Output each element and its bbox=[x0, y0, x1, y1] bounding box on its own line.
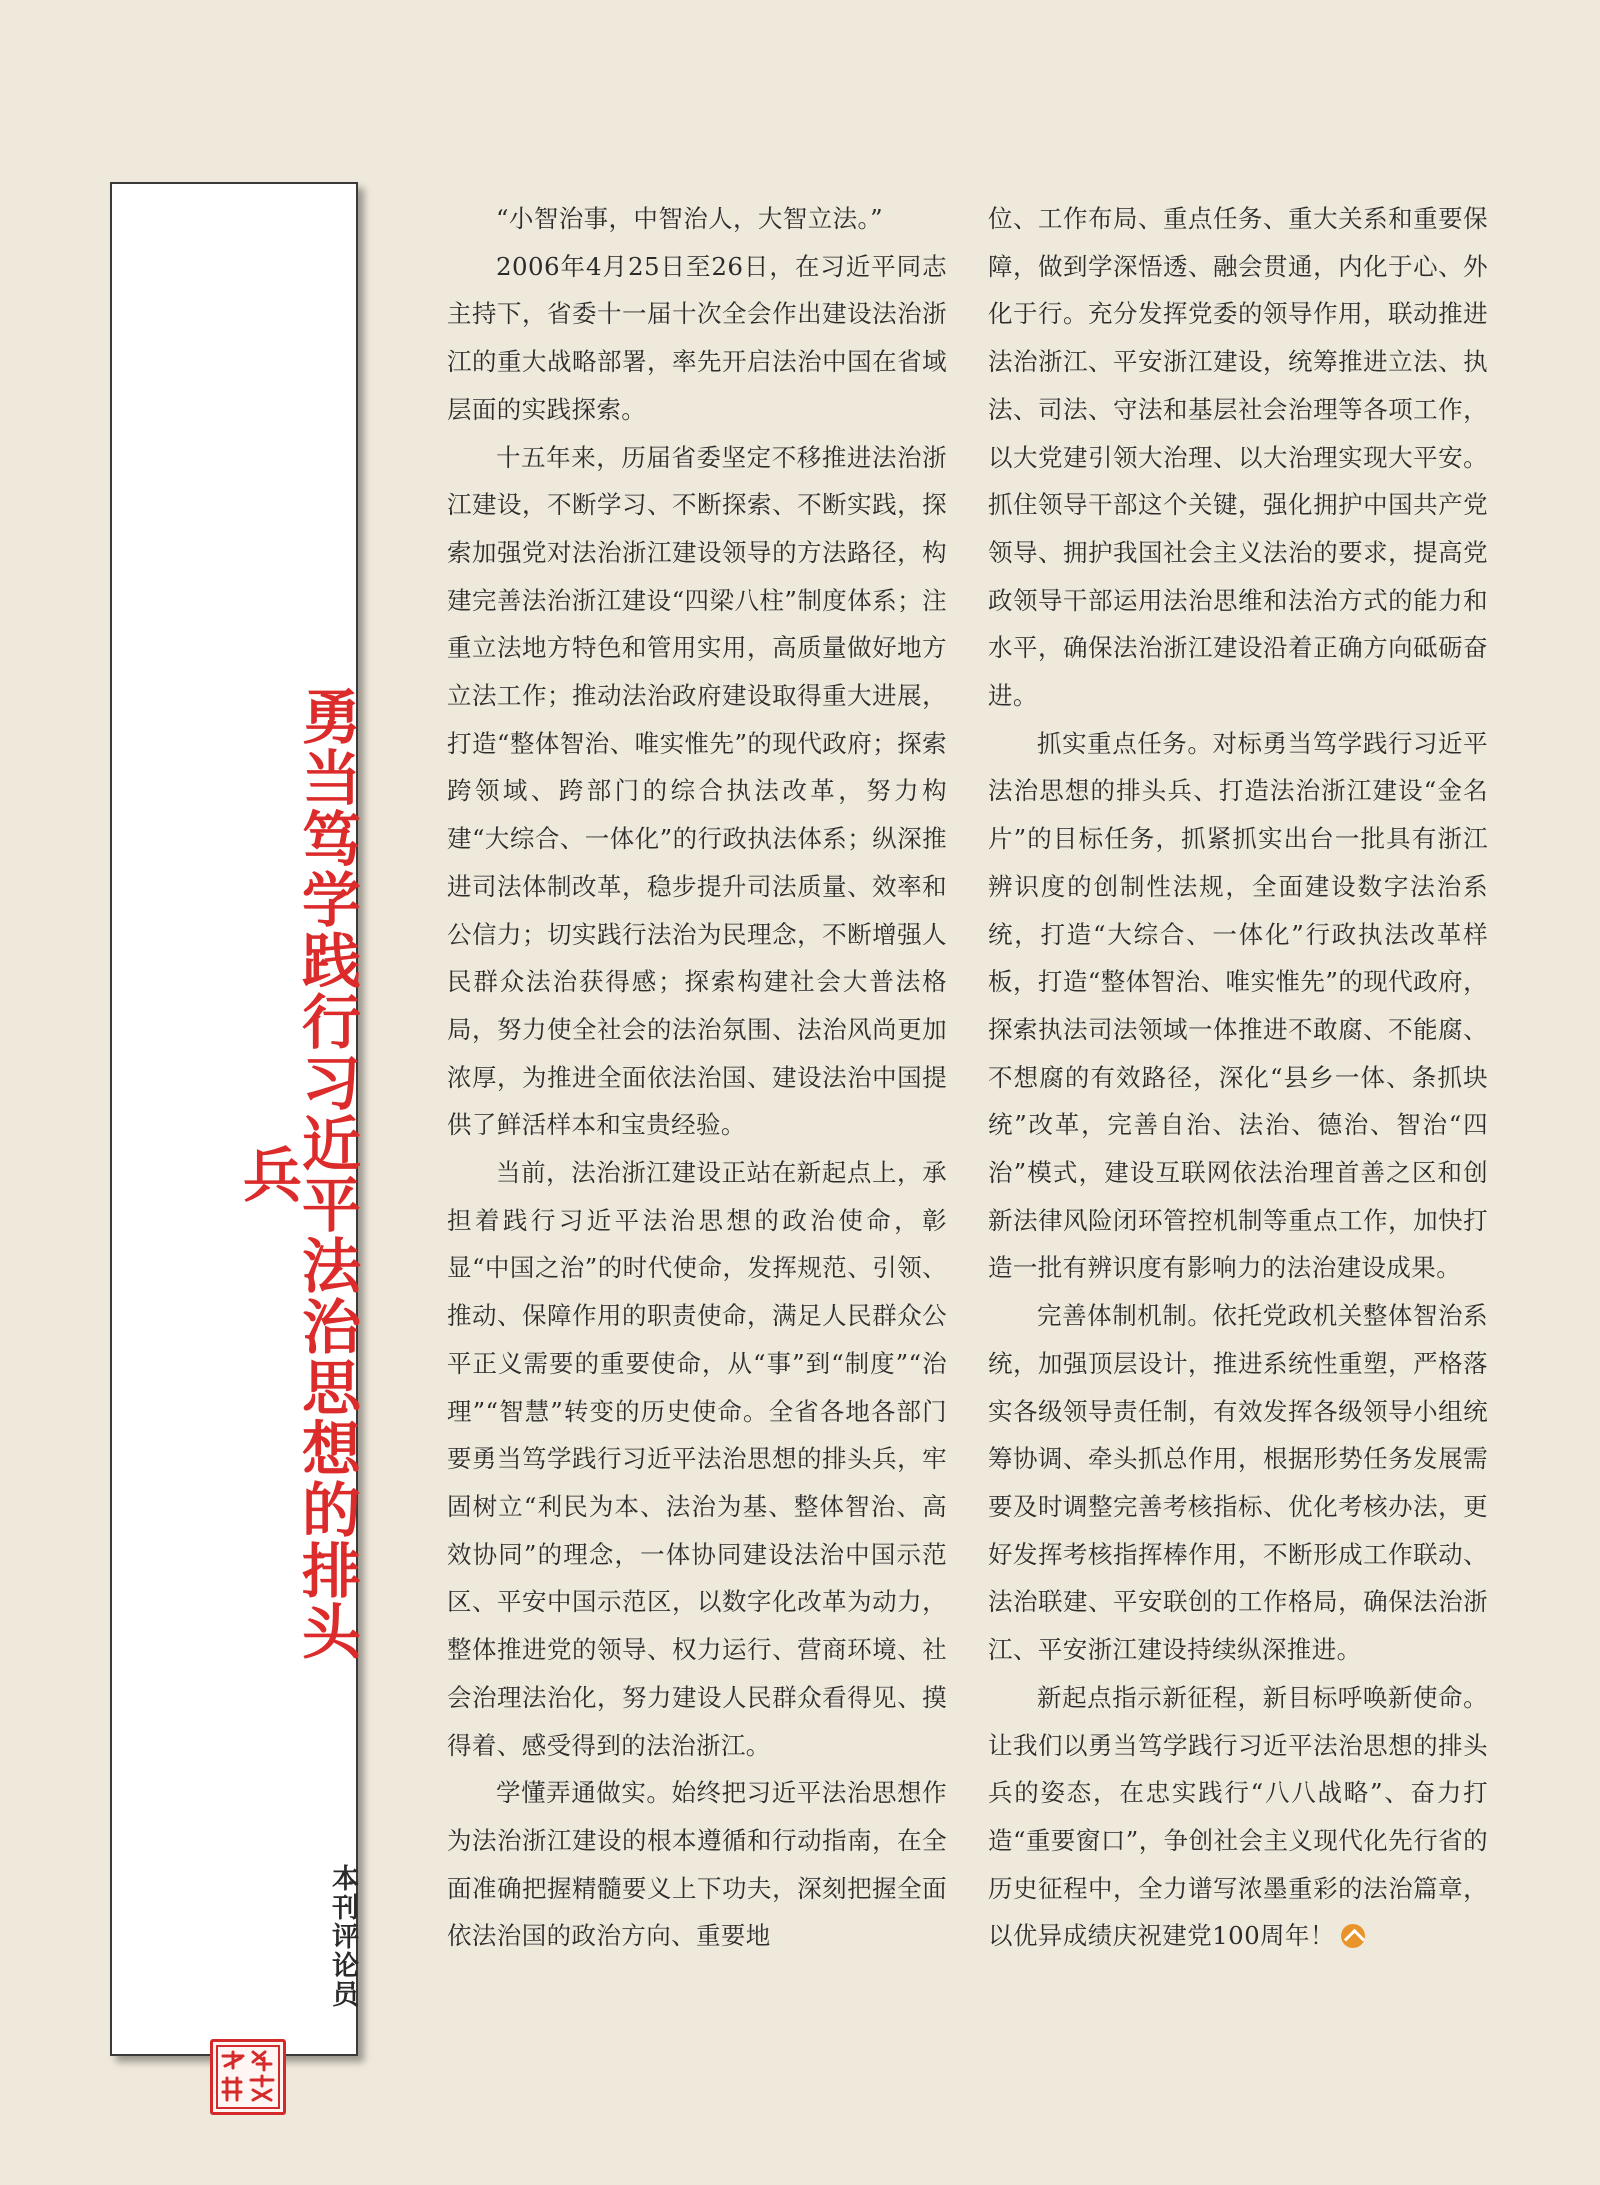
paragraph: 学懂弄通做实。始终把习近平法治思想作为法治浙江建设的根本遵循和行动指南，在全面准确把握精髓要义上下功夫，深刻把握全面依法治国的政治方向、重要地 bbox=[447, 1778, 947, 1951]
final-paragraph-text: 新起点指示新征程，新目标呼唤新使命。让我们以勇当笃学践行习近平法治思想的排头兵的姿态，在忠实践行“八八战略”、奋力打造“重要窗口”，争创社会主义现代化先行省的历史征程中，全力谱写浓墨重彩的法治篇章，以优异成绩庆祝建党100周年！ bbox=[988, 1682, 1488, 1951]
author-byline: 本刊评论员 bbox=[327, 1864, 358, 2009]
article-title: 勇当笃学践行习近平法治思想的排头兵 bbox=[233, 686, 361, 1662]
paragraph: 十五年来，历届省委坚定不移推进法治浙江建设，不断学习、不断探索、不断实践，探索加强党对法治浙江建设领导的方法路径，构建完善法治浙江建设“四梁八柱”制度体系；注重立法地方特色和管用实用，高质量做好地方立法工作；推动法治政府建设取得重大进展，打造“整体智治、唯实惟先”的现代政府；探索跨领域、跨部门的综合执法改革，努力构建“大综合、一体化”的行政执法体系；纵深推进司法体制改革，稳步提升司法质量、效率和公信力；切实践行法治为民理念，不断增强人民群众法治获得感；探索构建社会大普法格局，努力使全社会的法治氛围、法治风尚更加浓厚，为推进全面依法治国、建设法治中国提供了鲜活样本和宝贵经验。 bbox=[447, 442, 947, 1140]
seal-stamp bbox=[210, 2039, 286, 2115]
article-column-left bbox=[447, 195, 947, 1960]
paragraph: 当前，法治浙江建设正站在新起点上，承担着践行习近平法治思想的政治使命，彰显“中国之治”的时代使命，发挥规范、引领、推动、保障作用的职责使命，满足人民群众公平正义需要的重要使命，从“事”到“制度”“治理”“智慧”转变的历史使命。全省各地各部门要勇当笃学践行习近平法治思想的排头兵，牢固树立“利民为本、法治为基、整体智治、高效协同”的理念，一体协同建设法治中国示范区、平安中国示范区，以数字化改革为动力，整体推进党的领导、权力运行、营商环境、社会治理法治化，努力建设人民群众看得见、摸得着、感受得到的法治浙江。 bbox=[447, 1158, 947, 1760]
paragraph-quote: “小智治事，中智治人，大智立法。” bbox=[496, 204, 884, 233]
paragraph: 完善体制机制。依托党政机关整体智治系统，加强顶层设计，推进系统性重塑，严格落实各级领导责任制，有效发挥各级领导小组统筹协调、牵头抓总作用，根据形势任务发展需要及时调整完善考核指标、优化考核办法，更好发挥考核指挥棒作用，不断形成工作联动、法治联建、平安联创的工作格局，确保法治浙江、平安浙江建设持续纵深推进。 bbox=[988, 1301, 1488, 1665]
paragraph-final bbox=[988, 1674, 1488, 1960]
paragraph: 抓实重点任务。对标勇当笃学践行习近平法治思想的排头兵、打造法治浙江建设“金名片”的目标任务，抓紧抓实出台一批具有浙江辨识度的创制性法规，全面建设数字法治系统，打造“大综合、一体化”行政执法改革样板，打造“整体智治、唯实惟先”的现代政府，探索执法司法领域一体推进不敢腐、不能腐、不想腐的有效路径，深化“县乡一体、条抓块统”改革，完善自治、法治、德治、智治“四治”模式，建设互联网依法治理首善之区和创新法律风险闭环管控机制等重点工作，加快打造一批有辨识度有影响力的法治建设成果。 bbox=[988, 728, 1488, 1283]
paragraph: 2006年4月25日至26日，在习近平同志主持下，省委十一届十次全会作出建设法治浙江的重大战略部署，率先开启法治中国在省域层面的实践探索。 bbox=[447, 251, 947, 424]
seal-graphic bbox=[213, 2042, 283, 2112]
title-sidebar-card bbox=[110, 182, 361, 2056]
article-column-right bbox=[988, 195, 1488, 1960]
end-of-article-icon bbox=[1341, 1924, 1365, 1948]
paragraph-continued: 位、工作布局、重点任务、重大关系和重要保障，做到学深悟透、融会贯通，内化于心、外化于行。充分发挥党委的领导作用，联动推进法治浙江、平安浙江建设，统筹推进立法、执法、司法、守法和基层社会治理等各项工作，以大党建引领大治理、以大治理实现大平安。抓住领导干部这个关键，强化拥护中国共产党领导、拥护我国社会主义法治的要求，提高党政领导干部运用法治思维和法治方式的能力和水平，确保法治浙江建设沿着正确方向砥砺奋进。 bbox=[988, 204, 1488, 711]
